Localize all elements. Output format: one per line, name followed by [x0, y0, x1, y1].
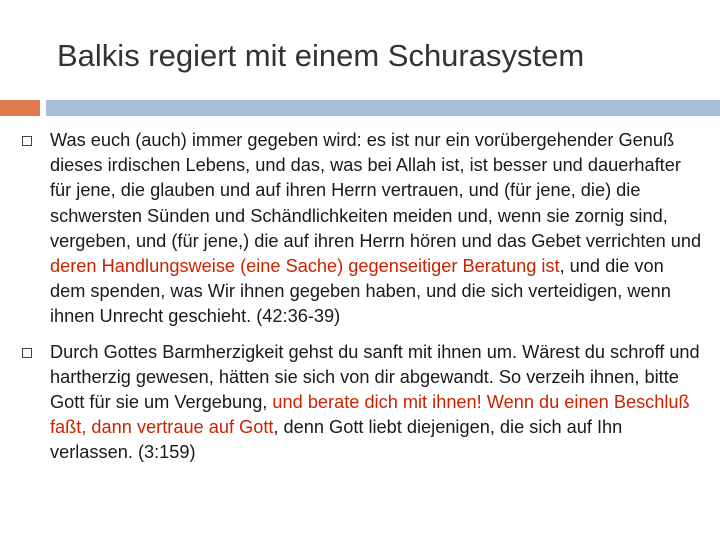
bullet-text-2 [50, 342, 700, 463]
title-rule [46, 100, 720, 116]
bullet-item-2 [22, 340, 702, 466]
bullet-1-text-after: , und die von dem spenden, was Wir ihnen gegeben haben, und die sich verteidigen, wenn ihnen Unrecht geschieht. (42:36-39) [50, 256, 671, 327]
square-bullet-icon [22, 136, 32, 146]
square-bullet-icon [22, 348, 32, 358]
slide-title: Balkis regiert mit einem Schurasystem [57, 38, 585, 73]
bullet-text-1 [50, 130, 701, 326]
bullet-2-text-before: Durch Gottes Barmherzigkeit gehst du sanft mit ihnen um. Wärest du schroff und hartherzig gewesen, hätten sie sich von dir abgewandt. So verzeih ihnen, bitte Gott für sie um Vergebung, [50, 341, 700, 413]
bullet-2-highlight: und berate dich mit ihnen! Wenn du einen Beschluß faßt, dann vertraue auf Gott [50, 392, 690, 438]
bullet-2-text-after: , denn Gott liebt diejenigen, die sich auf Ihn verlassen. (3:159) [50, 417, 623, 463]
bullet-1-text-before: Was euch (auch) immer gegeben wird: es ist nur ein vorübergehender Genuß dieses irdischen Lebens, und das, was bei Allah ist, ist besser und dauerhafter für jene, die glauben und auf ihren Herrn vertrauen, und (für jene, die) die schwersten Sünden und Schändlichkeiten meiden und, wenn sie zornig sind, vergeben, und (für jene,) die auf ihren Herrn hören und das Gebet verrichten und [50, 130, 702, 251]
bullet-1-highlight: deren Handlungsweise (eine Sache) gegenseitiger Beratung ist [50, 256, 560, 277]
bullet-list [22, 128, 702, 476]
bullet-item-1 [22, 128, 702, 330]
accent-bar [0, 100, 40, 116]
